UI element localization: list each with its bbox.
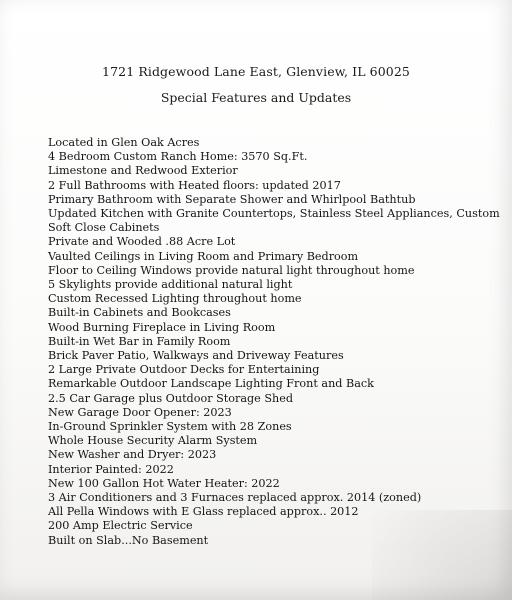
feature-item: 2.5 Car Garage plus Outdoor Storage Shed [48, 391, 293, 405]
property-address: 1721 Ridgewood Lane East, Glenview, IL 60025 [102, 64, 410, 79]
feature-item: Wood Burning Fireplace in Living Room [48, 320, 276, 334]
feature-item: New 100 Gallon Hot Water Heater: 2022 [48, 476, 280, 490]
feature-item: Updated Kitchen with Granite Countertops, Stainless Steel Appliances, Custom Soft Close Cabinets [48, 207, 500, 235]
feature-item: Interior Painted: 2022 [48, 462, 174, 476]
feature-item: Built-in Wet Bar in Family Room [48, 334, 231, 348]
feature-item: All Pella Windows with E Glass replaced approx.. 2012 [48, 505, 359, 519]
feature-item: 200 Amp Electric Service [48, 519, 193, 533]
feature-item: Vaulted Ceilings in Living Room and Primary Bedroom [48, 249, 359, 263]
feature-item: 5 Skylights provide additional natural light [48, 278, 293, 292]
features-list [48, 136, 508, 548]
feature-item: Built on Slab...No Basement [48, 533, 209, 547]
feature-item: 4 Bedroom Custom Ranch Home: 3570 Sq.Ft. [48, 150, 308, 164]
feature-item: Limestone and Redwood Exterior [48, 164, 238, 178]
feature-item: Private and Wooded .88 Acre Lot [48, 235, 236, 249]
feature-item: In-Ground Sprinkler System with 28 Zones [48, 420, 292, 434]
feature-item: 3 Air Conditioners and 3 Furnaces replaced approx. 2014 (zoned) [48, 491, 422, 505]
feature-item: 2 Large Private Outdoor Decks for Entertaining [48, 363, 320, 377]
feature-item: New Washer and Dryer: 2023 [48, 448, 217, 462]
feature-item: Built-in Cabinets and Bookcases [48, 306, 231, 320]
feature-item: Custom Recessed Lighting throughout home [48, 292, 302, 306]
feature-item: Floor to Ceiling Windows provide natural light throughout home [48, 263, 415, 277]
document-title: Special Features and Updates [160, 90, 352, 105]
document-header [0, 64, 512, 106]
feature-item: Primary Bathroom with Separate Shower and Whirlpool Bathtub [48, 192, 416, 206]
feature-item: Whole House Security Alarm System [48, 434, 258, 448]
feature-item: Brick Paver Patio, Walkways and Driveway Features [48, 349, 344, 363]
feature-item: New Garage Door Opener: 2023 [48, 405, 232, 419]
feature-item: Located in Glen Oak Acres [48, 136, 200, 149]
feature-item: 2 Full Bathrooms with Heated floors: updated 2017 [48, 178, 341, 192]
feature-item: Remarkable Outdoor Landscape Lighting Front and Back [48, 377, 374, 391]
